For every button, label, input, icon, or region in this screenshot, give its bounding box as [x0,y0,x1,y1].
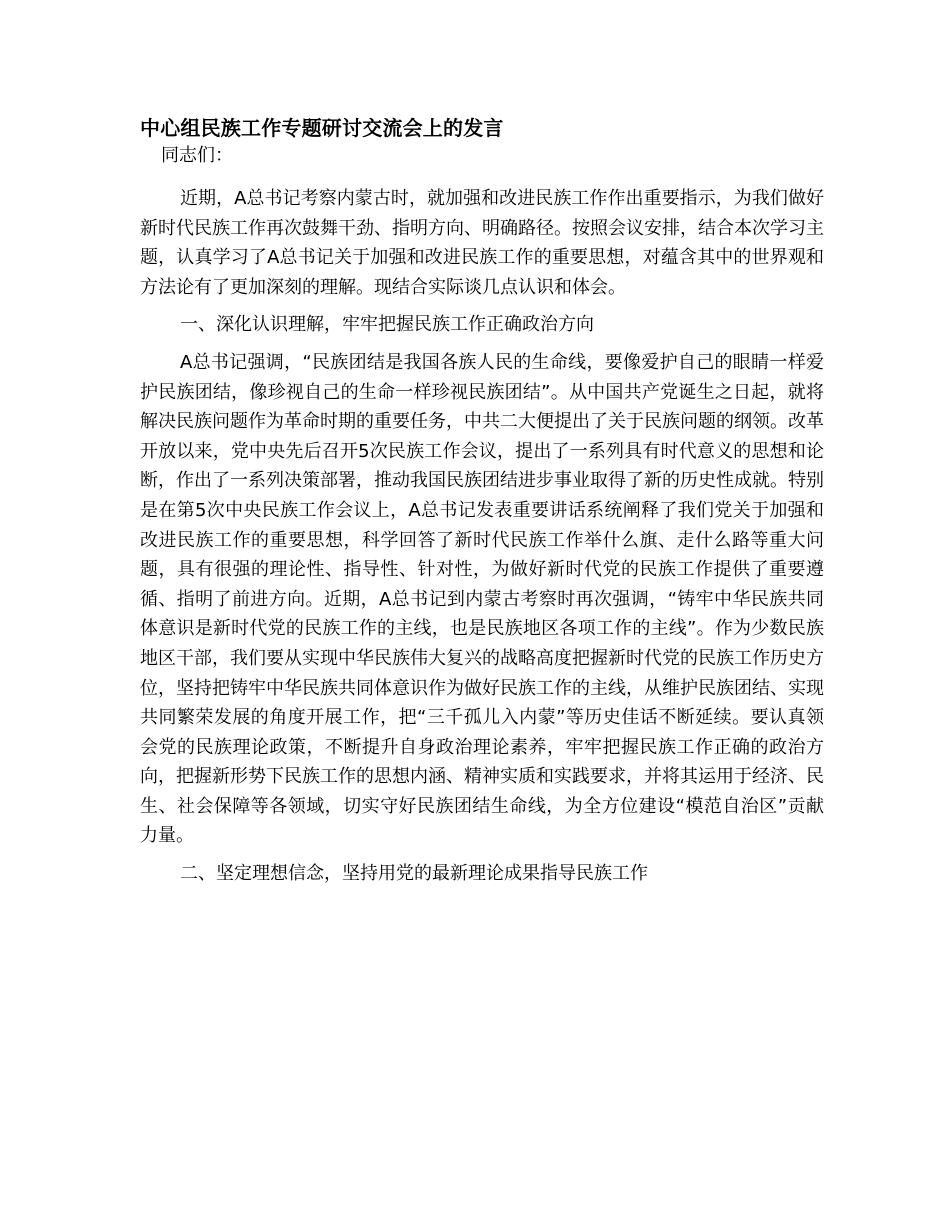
document-title: 中心组民族工作专题研讨交流会上的发言 [140,116,504,140]
greeting: 同志们： [161,145,233,166]
document-page [140,114,824,897]
section-heading-2: 二、坚定理想信念，坚持用党的最新理论成果指导民族工作 [180,863,648,885]
paragraph-section-1: A总书记强调，“民族团结是我国各族人民的生命线，要像爱护自己的眼睛一样爱护民族团结，像珍视自己的生命一样珍视民族团结”。从中国共产党诞生之日起，就将解决民族问题作为革命时期的重要任务，中共二大便提出了关于民族问题的纲领。改革开放以来，党中央先后召开5次民族工作会议，提出了一系列具有时代意义的思想和论断，作出了一系列决策部署，推动我国民族团结进步事业取得了新的历史性成就。特别是在第5次中央民族工作会议上，A总书记发表重要讲话系统阐释了我们党关于加强和改进民族工作的重要思想，科学回答了新时代民族工作举什么旗、走什么路等重大问题，具有很强的理论性、指导性、针对性，为做好新时代党的民族工作提供了重要遵循、指明了前进方向。近期，A总书记到内蒙古考察时再次强调，“铸牢中华民族共同体意识是新时代党的民族工作的主线，也是民族地区各项工作的主线”。作为少数民族地区干部，我们要从实现中华民族伟大复兴的战略高度把握新时代党的民族工作历史方位，坚持把铸牢中华民族共同体意识作为做好民族工作的主线，从维护民族团结、实现共同繁荣发展的角度开展工作，把“三千孤儿入内蒙”等历史佳话不断延续。要认真领会党的民族理论政策，不断提升自身政治理论素养，牢牢把握民族工作正确的政治方向，把握新形势下民族工作的思想内涵、精神实质和实践要求，并将其运用于经济、民生、社会保障等各领域，切实守好民族团结生命线，为全方位建设“模范自治区”贡献力量。 [140,351,824,847]
paragraph-intro: 近期，A总书记考察内蒙古时，就加强和改进民族工作作出重要指示，为我们做好新时代民族工作再次鼓舞干劲、指明方向、明确路径。按照会议安排，结合本次学习主题，认真学习了A总书记关于加强和改进民族工作的重要思想，对蕴含其中的世界观和方法论有了更加深刻的理解。现结合实际谈几点认识和体会。 [140,188,824,298]
section-heading-1: 一、深化认识理解，牢牢把握民族工作正确政治方向 [180,314,594,336]
